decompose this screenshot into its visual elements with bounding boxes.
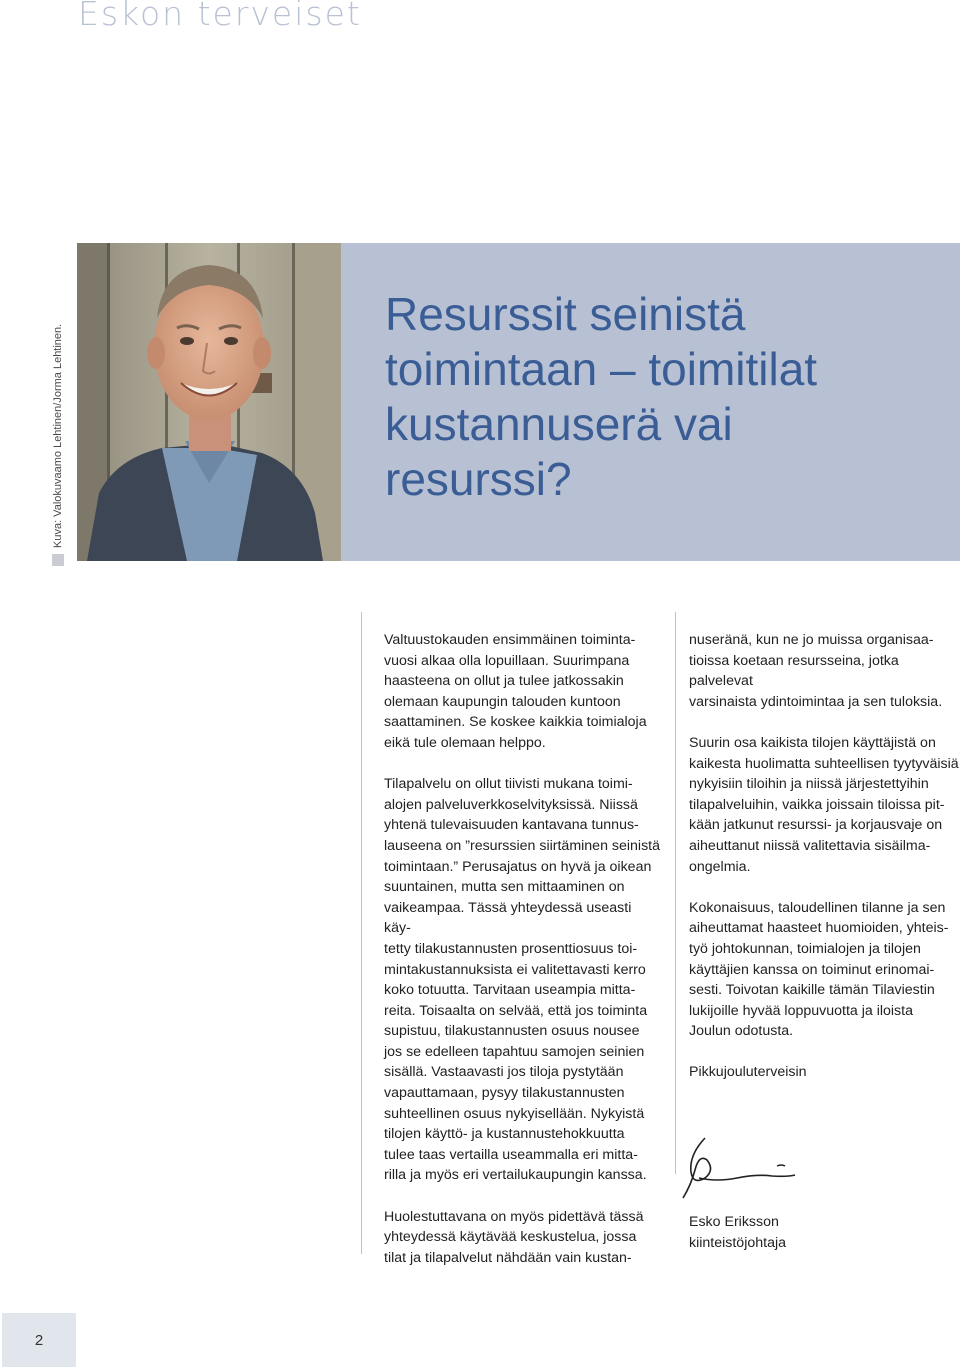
photo-credit-text: Kuva: Valokuvaamo Lehtinen/Jorma Lehtinen. <box>52 323 64 548</box>
paragraph: Tilapalvelu on ollut tiivisti mukana toimi- alojen palveluverkkoselvityksissä. Niissä yhtenä tulevaisuuden kantavana tunnus- lauseena on ”resurssien siirtäminen seinistä toimintaan.” Perusajatus on hyvä ja oikean suuntainen, mutta sen mittaaminen on vaikeampaa. Tässä yhteydessä useasti käy- tetty tilakustannusten prosenttiosuus toi- mintakustannuksista ei valitettavasti kerro koko totuutta. Tarvitaan useampia mitta- reita. Toisaalta on selvää, että jos toiminta supistuu, tilakustannusten osuus nousee jos se edelleen tapahtuu samojen seinien sisällä. Vastaavasti jos tiloja pystytään vapauttamaan, pysyy tilakustannusten suhteellinen osuus nykyisellään. Nykyistä tilojen käyttö- ja kustannustehokkuutta tulee taas vertailla useammalla eri mitta- rilla ja myös eri vertailukaupungin kanssa. <box>384 776 661 1184</box>
column-divider-right <box>675 612 676 1174</box>
paragraph: nuseränä, kun ne jo muissa organisaa- tioissa koetaan resursseina, jotka palvelevat varsinaista ydintoimintaa ja sen tuloksia. <box>689 632 943 710</box>
photo-credit <box>52 246 64 566</box>
column-divider-left <box>361 612 362 1254</box>
article-headline-text: Resurssit seinistä toimintaan – toimitilat kustannuserä vai resurssi? <box>385 288 818 505</box>
section-title: Eskon terveiset <box>78 0 362 33</box>
credit-marker <box>52 554 64 566</box>
article-column-1 <box>384 630 660 1289</box>
article-headline <box>385 287 945 507</box>
portrait-illustration <box>77 243 341 561</box>
signer-block <box>689 1212 786 1254</box>
page-number-box <box>2 1313 76 1367</box>
paragraph: Valtuustokauden ensimmäinen toiminta- vuosi alkaa olla lopuillaan. Suurimpana haasteena on ollut ja tulee jatkossakin olemaan kaupungin talouden kuntoon saattaminen. Se koskee kaikkia toimialoja eikä tule olemaan helppo. <box>384 632 647 751</box>
greeting: Pikkujouluterveisin <box>689 1064 807 1081</box>
paragraph: Huolestuttavana on myös pidettävä tässä yhteydessä käytävää keskustelua, jossa tilat ja tilapalvelut nähdään vain kustan- <box>384 1208 644 1266</box>
article-column-2 <box>689 630 959 1104</box>
paragraph: Kokonaisuus, taloudellinen tilanne ja sen aiheuttamat haasteet huomioiden, yhteis- työ johtokunnan, toimialojen ja tilojen käyttäjien kanssa on toiminut erinomai- sesti. Toivotan kaikille tämän Tilaviestin lukijoille hyvää loppuvuotta ja iloista Joulun odotusta. <box>689 899 949 1040</box>
signer-title: kiinteistöjohtaja <box>689 1235 787 1251</box>
handwritten-signature <box>677 1130 807 1205</box>
headline-panel <box>341 243 960 561</box>
page-number: 2 <box>34 1331 44 1349</box>
paragraph: Suurin osa kaikista tilojen käyttäjistä on kaikesta huolimatta suhteellisen tyytyväisiä nykyisiin tiloihin ja niissä järjestettyihin tilapalveluihin, vaikka joissain tiloissa pit- kään jatkunut resurssi- ja korjausvaje on aiheuttanut niissä valitettavia sisäilma- ongelmia. <box>689 734 959 875</box>
signer-name: Esko Eriksson <box>689 1214 779 1230</box>
portrait-photo <box>77 243 341 561</box>
